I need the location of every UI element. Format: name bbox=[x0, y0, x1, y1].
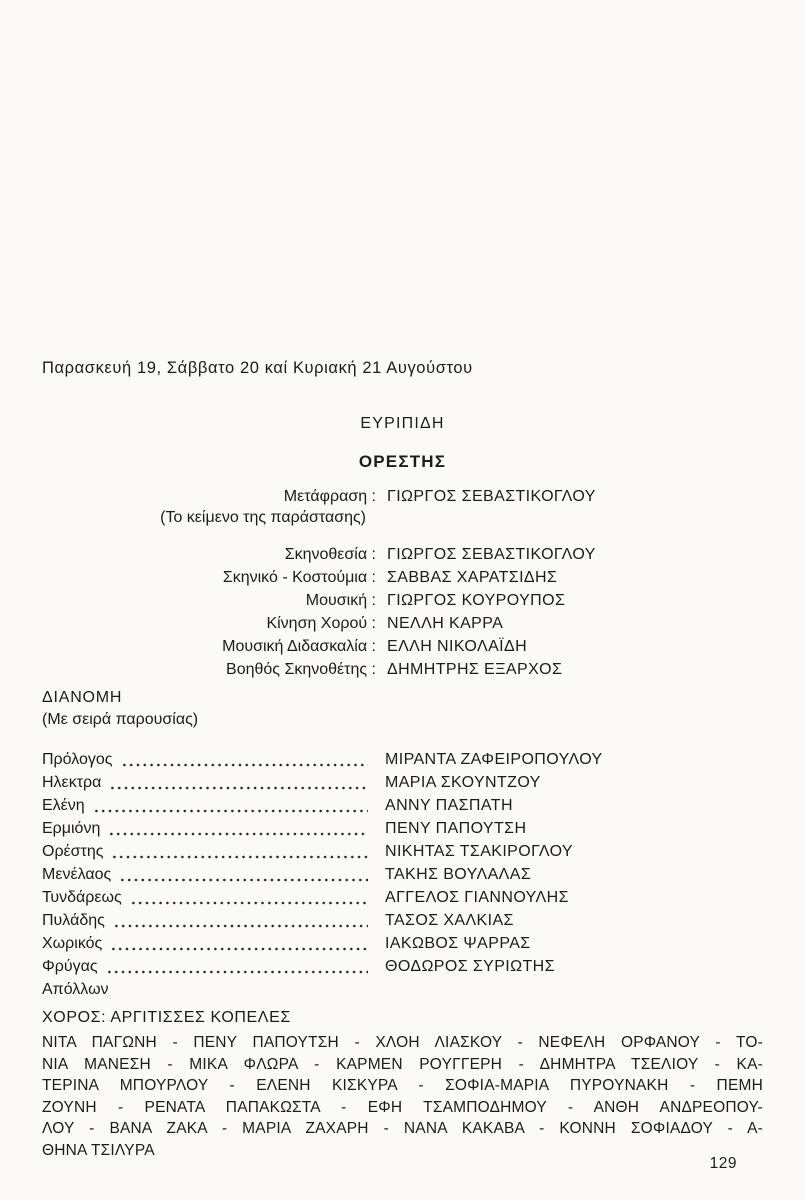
cast-role: Μενέλαος bbox=[42, 866, 112, 883]
cast-row bbox=[42, 909, 763, 932]
cast-actor: ΤΑΚΗΣ ΒΟΥΛΑΛΑΣ bbox=[385, 866, 532, 883]
cast-row bbox=[42, 840, 763, 863]
cast-row bbox=[42, 978, 763, 1001]
chorus-heading: ΧΟΡΟΣ: ΑΡΓΙΤΙΣΣΕΣ ΚΟΠΕΛΕΣ bbox=[42, 1009, 291, 1026]
cast-actor: ΤΑΣΟΣ ΧΑΛΚΙΑΣ bbox=[385, 912, 514, 929]
chorus-members bbox=[42, 1032, 763, 1161]
cast-role: Απόλλων bbox=[42, 981, 109, 998]
chorus-line: ΝΙΤΑ ΠΑΓΩΝΗ - ΠΕΝΥ ΠΑΠΟΥΤΣΗ - ΧΛΟΗ ΛΙΑΣΚΟΥ - ΝΕΦΕΛΗ ΟΡΦΑΝΟΥ - ΤΟ- bbox=[42, 1034, 763, 1051]
credit-value: ΝΕΛΛΗ ΚΑΡΡΑ bbox=[387, 615, 504, 632]
cast-actor: ΙΑΚΩΒΟΣ ΨΑΡΡΑΣ bbox=[385, 935, 531, 952]
cast-actor: ΘΟΔΩΡΟΣ ΣΥΡΙΩΤΗΣ bbox=[385, 958, 555, 975]
translation-value: ΓΙΩΡΓΟΣ ΣΕΒΑΣΤΙΚΟΓΛΟΥ bbox=[387, 488, 596, 505]
cast-role: Ηλεκτρα bbox=[42, 774, 102, 791]
dot-leader bbox=[109, 786, 368, 790]
credit-value: ΣΑΒΒΑΣ ΧΑΡΑΤΣΙΔΗΣ bbox=[387, 569, 558, 586]
dot-leader bbox=[111, 855, 368, 859]
chorus-line: ΘΗΝΑ ΤΣΙΛΥΡΑ bbox=[42, 1141, 155, 1159]
dot-leader bbox=[110, 947, 368, 951]
credits-block bbox=[42, 543, 763, 681]
translation-row bbox=[42, 486, 763, 507]
credit-row bbox=[42, 566, 763, 589]
credit-label: Μουσική Διδασκαλία : bbox=[222, 638, 376, 655]
translation-label: Μετάφραση : bbox=[283, 488, 376, 505]
page-number: 129 bbox=[709, 1155, 737, 1172]
cast-role: Πυλάδης bbox=[42, 912, 105, 929]
cast-role: Ορέστης bbox=[42, 843, 104, 860]
dot-leader bbox=[106, 970, 368, 974]
chorus-line: ΛΟΥ - ΒΑΝΑ ΖΑΚΑ - ΜΑΡΙΑ ΖΑΧΑΡΗ - ΝΑΝΑ ΚΑΚΑΒΑ - ΚΟΝΝΗ ΣΟΦΙΑΔΟΥ - Α- bbox=[42, 1120, 763, 1137]
page-content bbox=[42, 358, 763, 1161]
cast-row bbox=[42, 886, 763, 909]
cast-heading: ΔΙΑΝΟΜΗ bbox=[42, 689, 123, 706]
cast-actor: ΜΑΡΙΑ ΣΚΟΥΝΤΖΟΥ bbox=[385, 774, 541, 791]
play-author: ΕΥΡΙΠΙΔΗ bbox=[360, 415, 445, 432]
cast-actor: ΠΕΝΥ ΠΑΠΟΥΤΣΗ bbox=[385, 820, 527, 837]
cast-role: Πρόλογος bbox=[42, 751, 113, 768]
credit-value: ΓΙΩΡΓΟΣ ΚΟΥΡΟΥΠΟΣ bbox=[387, 592, 566, 609]
credit-label: Σκηνοθεσία : bbox=[284, 546, 376, 563]
cast-row bbox=[42, 955, 763, 978]
translation-block bbox=[42, 486, 763, 528]
credit-row bbox=[42, 589, 763, 612]
cast-row bbox=[42, 748, 763, 771]
credit-value: ΕΛΛΗ ΝΙΚΟΛΑΪΔΗ bbox=[387, 638, 528, 655]
translation-note: (Το κείμενο της παράστασης) bbox=[160, 509, 366, 526]
credit-label: Κίνηση Χορού : bbox=[266, 615, 376, 632]
cast-role: Ελένη bbox=[42, 797, 85, 814]
cast-row bbox=[42, 932, 763, 955]
dot-leader bbox=[121, 763, 368, 767]
cast-role: Χωρικός bbox=[42, 935, 103, 952]
credit-row bbox=[42, 612, 763, 635]
credit-value: ΔΗΜΗΤΡΗΣ ΕΞΑΡΧΟΣ bbox=[387, 661, 563, 678]
dot-leader bbox=[93, 809, 368, 813]
cast-actor: ΝΙΚΗΤΑΣ ΤΣΑΚΙΡΟΓΛΟΥ bbox=[385, 843, 573, 860]
chorus-line: ΤΕΡΙΝΑ ΜΠΟΥΡΛΟΥ - ΕΛΕΝΗ ΚΙΣΚΥΡΑ - ΣΟΦΙΑ-ΜΑΡΙΑ ΠΥΡΟΥΝΑΚΗ - ΠΕΜΗ bbox=[42, 1077, 763, 1094]
cast-row bbox=[42, 771, 763, 794]
cast-role: Τυνδάρεως bbox=[42, 889, 122, 906]
cast-row bbox=[42, 863, 763, 886]
chorus-line: ΖΟΥΝΗ - ΡΕΝΑΤΑ ΠΑΠΑΚΩΣΤΑ - ΕΦΗ ΤΣΑΜΠΟΔΗΜΟΥ - ΑΝΘΗ ΑΝΔΡΕΟΠΟΥ- bbox=[42, 1098, 763, 1116]
cast-actor: ΜΙΡΑΝΤΑ ΖΑΦΕΙΡΟΠΟΥΛΟΥ bbox=[385, 751, 603, 768]
performance-dates: Παρασκευή 19, Σάββατο 20 καί Κυριακή 21 Αυγούστου bbox=[42, 359, 473, 377]
credit-row bbox=[42, 658, 763, 681]
credit-label: Σκηνικό - Κοστούμια : bbox=[222, 569, 376, 586]
cast-row bbox=[42, 817, 763, 840]
dot-leader bbox=[108, 832, 368, 836]
credit-value: ΓΙΩΡΓΟΣ ΣΕΒΑΣΤΙΚΟΓΛΟΥ bbox=[387, 546, 596, 563]
cast-list bbox=[42, 748, 763, 1001]
credit-row bbox=[42, 543, 763, 566]
dot-leader bbox=[130, 901, 368, 905]
chorus-line: ΝΙΑ ΜΑΝΕΣΗ - ΜΙΚΑ ΦΛΩΡΑ - ΚΑΡΜΕΝ ΡΟΥΓΓΕΡΗ - ΔΗΜΗΤΡΑ ΤΣΕΛΙΟΥ - ΚΑ- bbox=[42, 1055, 763, 1073]
dot-leader bbox=[113, 924, 368, 928]
translation-note-row bbox=[42, 507, 763, 528]
credit-label: Βοηθός Σκηνοθέτης : bbox=[226, 661, 376, 678]
cast-actor: ΑΓΓΕΛΟΣ ΓΙΑΝΝΟΥΛΗΣ bbox=[385, 889, 569, 906]
play-title: ΟΡΕΣΤΗΣ bbox=[358, 452, 447, 471]
credit-row bbox=[42, 635, 763, 658]
cast-actor: ΑΝΝΥ ΠΑΣΠΑΤΗ bbox=[385, 797, 513, 814]
cast-subheading: (Με σειρά παρουσίας) bbox=[42, 711, 199, 728]
dot-leader bbox=[119, 878, 368, 882]
cast-role: Φρύγας bbox=[42, 958, 98, 975]
cast-row bbox=[42, 794, 763, 817]
credit-label: Μουσική : bbox=[305, 592, 376, 609]
cast-role: Ερμιόνη bbox=[42, 820, 101, 837]
